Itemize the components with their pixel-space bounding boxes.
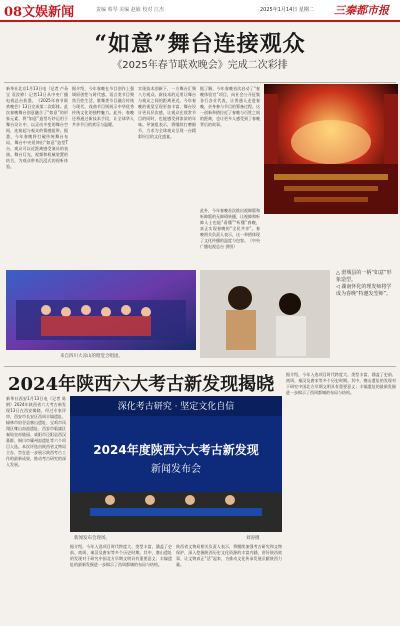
article-2-col-1: 新华社西安1月13日电（记者 陈钢）2024年陕西省六大考古新发现13日在西安揭晓。经过专家评审，西安市长安区西周丰镐遗址、榆林市府谷县寨山遗址、宝鸡市凤翔区雍山血池遗址、西安市临潼区秦始皇帝陵园、咸阳市泾阳县西汉墓群、铜川市耀州窑遗址等六个项目入选。本次评选由陕西省文物局主办，旨在进一步展示陕西考古工作的最新成果，推动考古研究的深入发展。 (6, 396, 66, 467)
barber-illustration (200, 270, 330, 358)
page-header (0, 0, 400, 22)
choir-photo (6, 270, 196, 350)
article-1-title: “如意”舞台连接观众 (94, 31, 306, 57)
photo-credit: 刘涛摄 (246, 536, 260, 541)
side-caption: △ 澄城县的一柄“如意”形象造型。 ◁ 湖南怀化的理发师将学成为春晚“特邀发型师”。 (336, 270, 392, 297)
issue-date: 2025年1月14日 星期二 (260, 7, 314, 13)
editor-credits: 责编 蔡琴 美编 赵敏 校对 江杰 (96, 7, 164, 13)
divider (4, 82, 396, 83)
article-1-subtitle: 《2025年春节联欢晚会》完成二次彩排 (112, 60, 288, 71)
press-conference-photo (70, 396, 282, 532)
section-title: 08文娱新闻 (4, 5, 75, 20)
article-2-col-3: 陕西省文物局相关负责人表示，将继续加强考古研究和文物保护，深入挖掘陕西历史文化资源的丰富内涵，讲好陕西故事，让文物真正“活”起来，为推动文化传承发展贡献陕西力量。 (176, 544, 282, 567)
article-1-col-3: 实现技术创新下，一方舞台汇聚八方观众。新技术的运用让舞台与观众之间的距离更近。今年春晚的视觉呈现更加丰富，舞台设计更具层次感，让观众在欣赏节目的同时，也能感受到浓浓的年味。导演组表示，将继续打磨细节，力求为全球观众呈现一台精彩纷呈的文化盛宴。 (138, 86, 196, 139)
article-2-col-4: 据介绍，今年入选项目时代跨度大、类型丰富，涵盖了史前、商周、秦汉及唐宋等多个历史时期。其中，寨山遗址的发现对于研究中国北方早期文明具有重要意义；丰镐遗址的最新发掘进一步揭示了西周都城的布局与结构。 (286, 372, 396, 395)
press-caption: 新闻发布会现场。 (74, 536, 110, 541)
divider (4, 366, 396, 367)
article-2-col-2: 据介绍，今年入选项目时代跨度大、类型丰富，涵盖了史前、商周、秦汉及唐宋等多个历史时期。其中，寨山遗址的发现对于研究中国北方早期文明具有重要意义；丰镐遗址的最新发掘进一步揭示了西周都城的布局与结构。 (70, 544, 172, 567)
newspaper-logo: 三秦都市报 (334, 4, 389, 17)
choir-caption: 来自四川大凉山的昭觉合唱团。 (60, 354, 123, 359)
article-2-title: 2024年陕西六大考古新发现揭晓 (8, 374, 275, 395)
choir-illustration (6, 270, 196, 350)
article-1-col-4: 据了解，今年春晚首次启动了“春晚体验官”项目，向社会公开征集各行各业代表，让普通人走进春晚，亲身参与节目的筹备过程。这一创新举措拉近了春晚与百姓之间的距离，也让更多人感受到了春晚背后的故事。 (200, 86, 260, 127)
stage-photo (264, 84, 398, 214)
screen-sub-text: 新闻发布会 (151, 464, 201, 475)
article-1-col-5: 此外，今年春晚首次推出视障版和听障版的无障碍转播，让视障和听障人士也能“看懂”“听懂”春晚，真正实现春晚的“全民共享”。春晚相关负责人表示，这一举措体现了文化传播的温度与包容。（中央广播电视总台 供图） (200, 208, 260, 249)
article-1-col-1: 新华社北京1月13日电（记者 卢朵宝 袁汝婷）记者13日从中央广播电视总台获悉，《2025年春节联欢晚会》13日完成第二次彩排。此次春晚舞台创意融合了“如意”的形象元素，将“如意”造型巧妙运用于舞台设计中，以灵动多变的舞台空间，连接起与观众的情感纽带。据悉，今年春晚将打破传统舞台布局，舞台中央延伸出“如意”造型T台，观众可以近距离感受演员的表演。舞台灯光、视频和机械装置的结合，为观众带来沉浸式的视听体验。 (6, 86, 68, 169)
article-1-col-2: 据介绍，今年春晚在节目创作上强调原创性与时代感。语言类节目聚焦百姓生活，歌舞类节目融合传统与现代，戏曲节目则展示中华优秀传统文化的独特魅力。此外，春晚还将通过新技术手段，让全球华人共享节日的欢乐与温暖。 (72, 86, 134, 127)
press-conference-illustration (70, 396, 282, 532)
screen-title-text: 2024年度陕西六大考古新发现 (93, 443, 259, 457)
stage-illustration (264, 84, 398, 214)
barber-photo (200, 270, 330, 358)
screen-top-text: 深化考古研究 · 坚定文化自信 (117, 402, 235, 412)
